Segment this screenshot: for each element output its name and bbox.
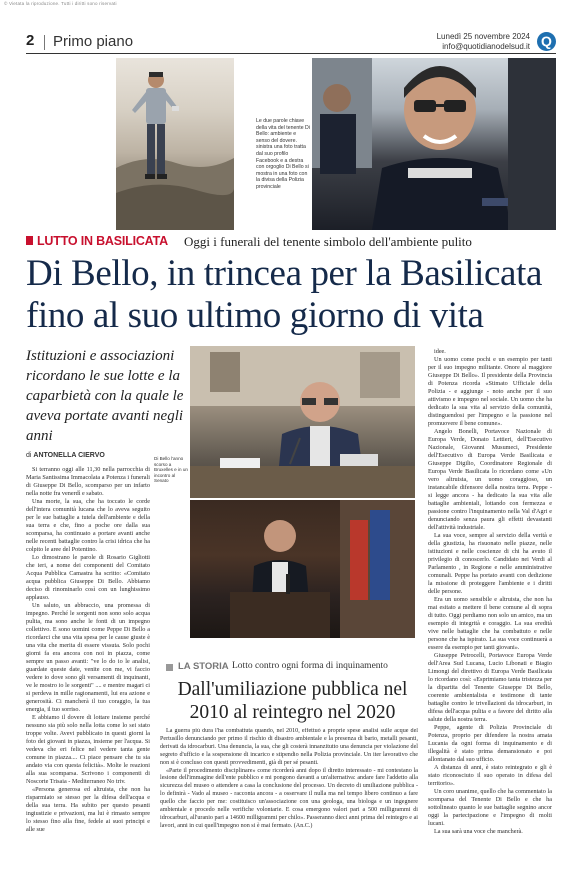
photo-speaker bbox=[190, 346, 415, 498]
byline-author: ANTONELLA CIERVO bbox=[33, 452, 105, 459]
paragraph: idee. bbox=[434, 348, 446, 355]
paragraph: Lo dimostrano le parole di Rosario Gigliotti che ieri, a nome dei componenti del Comitato Acqua Pubblica Camastra ha scritto: «Comitato acqua pubblica Giuseppe Di Bello. Abbiamo deciso di rinominarlo così con un lunghissimo applauso. bbox=[26, 554, 150, 601]
header-date-block bbox=[437, 32, 530, 52]
paragraph: «Parte il procedimento disciplinare» come ricorderà anni dopo il diretto interessato - mi contestano la lesione dell'immagine dell'ente pubblico e mi pongono davanti a un'alternativa: andare fare l'addetto alla sicurezza del museo o attendere a casa la conclusione del processo. Un decreto di umiliazione pubblica - lo definirà - Vado al museo - racconta ancora - a osservare il nulla ma nel tempo libero continuo a fare quello che faccio per me: costituisco un'associazione con una geologa, una biologa e un ingegnere ambientale e procedo nelle verifiche volontarie. E cosa emergono valori pari a 500 milligrammi di idrocarburi, all'uranio pari a 14600 milligrammi per chilo». Passeranno dieci anni prima del reintegro e ai lavori, anni in cui quell'impegno non si è mai fermato. (An.C.) bbox=[160, 767, 418, 829]
storia-marker bbox=[166, 664, 173, 671]
photo-uniform bbox=[312, 58, 556, 230]
copyright-line: © Vietata la riproduzione. Tutti i diritti sono riservati bbox=[4, 1, 117, 6]
photo-podium bbox=[190, 500, 415, 638]
main-headline: Di Bello, in trincea per la Basilicata fino al suo ultimo giorno di vita bbox=[26, 253, 542, 336]
paragraph: Peppe, agente di Polizia Provinciale di Potenza, proprio per difendere la nostra amata Lucania da ogni forma di inquinamento e di illegalità è stato prima demansionato e poi allontanato dal suo ufficio. bbox=[428, 724, 552, 763]
storia-kicker: LA STORIA bbox=[178, 661, 229, 672]
article-column-right bbox=[428, 348, 552, 866]
header-divider bbox=[44, 35, 45, 50]
photo-caption-top: Le due parole chiave della vita del tenente Di Bello: ambiente e senso del dovere. sinistra una foto tratta dal suo profilo Facebook e a destra con orgoglio Di Bello si mostra in una foto con la divisa della Polizia provinciale bbox=[256, 118, 310, 190]
photo-uniform-art bbox=[312, 58, 556, 230]
paragraph: A distanza di anni, è stato reintegrato e gli è stato riconosciuto il suo operato in difesa del territorio». bbox=[428, 764, 552, 787]
standfirst: Istituzioni e associazioni ricordano le sue lotte e la caparbietà con la quale le aveva portate avanti negli anni bbox=[26, 348, 184, 444]
photo-caption-middle: Di Bello l'anno scorso a Bruxelles e in un incontro al Senato bbox=[154, 456, 188, 484]
photo-hillside bbox=[116, 58, 234, 230]
paragraph: Un coro unanime, quello che ha commentato la scomparsa del Tenente Di Bello e che ha sottolineato quanto le sue battaglie segnino ancor oggi la partecipazione e l'impegno di molti lucani. bbox=[428, 788, 552, 827]
kicker-subtitle: Oggi i funerali del tenente simbolo dell'ambiente pulito bbox=[184, 234, 472, 249]
kicker-marker bbox=[26, 236, 33, 245]
page-header bbox=[26, 32, 556, 54]
paragraph: Un saluto, un abbraccio, una promessa di impegno. Perché le sorgenti non sono solo acqua pulita, ma sono anche le fonti di un impegno collettivo. E sono uomini come Peppe Di Bello a ricordarci che una vita spesa per le cause giuste è una vita che merita di essere vissuta. Solo pochi giorni fa era ancora con noi in piazza, come sempre un passo avanti: "ve lo do io le analisi, guardate queste date, venite con me, vi faccio vedere io dove sono gli versamenti di inquinanti, ve le mostro io le sorgenti" .... e mentre magari ci si perdeva in mille ragionamenti, lui era azione e generosità. Ci mancherà il tuo coraggio, la tua energia, il tuo sorriso. bbox=[26, 602, 150, 713]
paragraph: Angelo Bonelli, Portavoce Nazionale di Europa Verde, Donato Lettieri, dell'Esecutivo Nazionale, Giovanni Musumeci, Presidente dell'Esecutivo di Europa Verde Basilicata e Giuseppe Digilio, Coordinatore Regionale di Europa Verde Basilicata lo ricordano come «Un vero altruista, un uomo coraggioso, un instancabile difensore della nostra terra. Peppe - si legge ancora - ha dedicato la sua vita alle battaglie ambientali, lottando con fermezza e passione contro l'inquinamento nella Val d'Agri e denunciando senza paura gli effetti devastanti dell'attività industriale. bbox=[428, 428, 552, 531]
byline-prefix: di bbox=[26, 452, 32, 459]
byline bbox=[26, 452, 105, 459]
page-number: 2 bbox=[26, 32, 35, 49]
paragraph: E abbiamo il dovere di lottare insieme perché nessuno sia più solo nella lotta come lo sei stato troppe volte. Avevi pubblicato in questi giorni la foto dei giovani in piazza, insieme per l'acqua. Si vedeva che eri felice nel vedere tanta gente comune in piazza.... Ci piace pensare che tu sia andato via con questa felicità». Molte le reazioni alla sua scomparsa. Scrivono i componenti di Noscorte Trisaia - Mediterraneo No triv. bbox=[26, 714, 150, 785]
paragraph: La guerra più dura l'ha combattuta quando, nel 2010, effettuò a proprie spese analisi sulle acque del Pertusillo denunciando per primo il rischio di disastro ambientale e la presenza di bario, metalli pesanti, derivati da idrocarburi. Una denuncia, la sua, che gli costerà innanzitutto una denuncia per violazione del segreto d'ufficio e la sospensione di incarico e stipendio nella Polizia provinciale. Un iter lavorativo che non si è concluso con questi provvedimenti, già di per sé pesanti. bbox=[160, 728, 418, 766]
paragraph: Un uomo come pochi e un esempio per tanti per il suo impegno militante. Onore al maggiore Giuseppe Di Bello». Il presidente della Provincia di Potenza ricorda «Stimato Ufficiale della Polizia - e aggiunge - noto anche per il suo attivismo e impegno nel sociale. Un uomo che ha dedicato la sua vita al servizio della comunità, distinguendosi per l'impegno e la passione nel promuovere il bene comune». bbox=[428, 356, 552, 427]
paragraph: Era un uomo sensibile e altruista, che non ha mai esitato a mettere il bene comune al di sopra di tutto. Oggi perdiamo non solo un amico, ma un esempio di integrità e coraggio. La sua eredità vive nelle battaglie che ha combattuto e nelle persone che ha ispirato. La sua voce continuerà a essere da esempio per tanti giovani». bbox=[428, 596, 552, 651]
issue-date: Lunedì 25 novembre 2024 bbox=[436, 32, 530, 41]
paragraph: La sua sarà una voce che mancherà. bbox=[434, 828, 523, 835]
paragraph: Una morte, la sua, che ha toccato le corde dell'intera comunità lucana che lo aveva seguito per le sue battaglie a tutela dell'ambiente e della sua terra e che, fino a poche ore dalla sua scomparsa, ha continuato a portare avanti anche nelle recenti battaglie contro la crisi idrica che ha colpito le aree del Potentino. bbox=[26, 498, 150, 553]
paragraph: Giuseppe Petrocelli, Portavoce Europa Verde dell'Area Sud Lucana, Lucio Libonati e Biagio Limongi del direttivo di Europa Verde Basilicata lo ricordano così: «Esprimiamo tanta tristezza per la dipartita del Tenente Giuseppe Di Bello, coerente ambientalista e testimone di tante battaglie contro le trivellazioni da idrocarburi, in difesa dell'acqua pulita e a favore del diritto alla salute della nostra terra. bbox=[428, 652, 552, 723]
photo-speaker-art bbox=[190, 346, 415, 498]
kicker-label: LUTTO IN BASILICATA bbox=[37, 234, 168, 248]
storia-body bbox=[160, 728, 418, 866]
paragraph: «Persona generosa ed altruista, che non ha risparmiato se stesso per la difesa dell'acqua e della sua terra. Ha subito per questo pesanti ingiustizie e privazioni, ma lui è rimasto sempre lo stesso fino alla fine, fedele ai suoi principi e alle sue bbox=[26, 786, 150, 833]
photo-hillside-art bbox=[116, 58, 234, 230]
article-column-left bbox=[26, 466, 150, 866]
paragraph: Si terranno oggi alle 11,30 nella parrocchia di Maria Santissima Immacolata a Potenza i funerali di Giuseppe Di Bello, scomparso per un infarto nella notte fra venerdì e sabato. bbox=[26, 466, 150, 497]
newspaper-logo: Q bbox=[537, 32, 556, 51]
section-name: Primo piano bbox=[53, 33, 134, 50]
newspaper-email: info@quotidianodelsud.it bbox=[442, 42, 530, 51]
storia-headline: Dall'umiliazione pubblica nel 2010 al reintegro nel 2020 bbox=[177, 679, 408, 723]
paragraph: La sua voce, sempre al servizio della verità e della giustizia, ha risuonato nelle piazze, nelle istituzioni e nelle coscienze di chi ha avuto il privilegio di conoscerlo. Candidato nei Verdi al Parlamento , in Regione e nelle amministrative comunali. Peppe ha portato avanti con dedizione la missione di proteggere l'ambiente e i diritti delle persone. bbox=[428, 532, 552, 595]
photo-podium-art bbox=[190, 500, 415, 638]
storia-subtitle: Lotto contro ogni forma di inquinamento bbox=[232, 661, 388, 671]
